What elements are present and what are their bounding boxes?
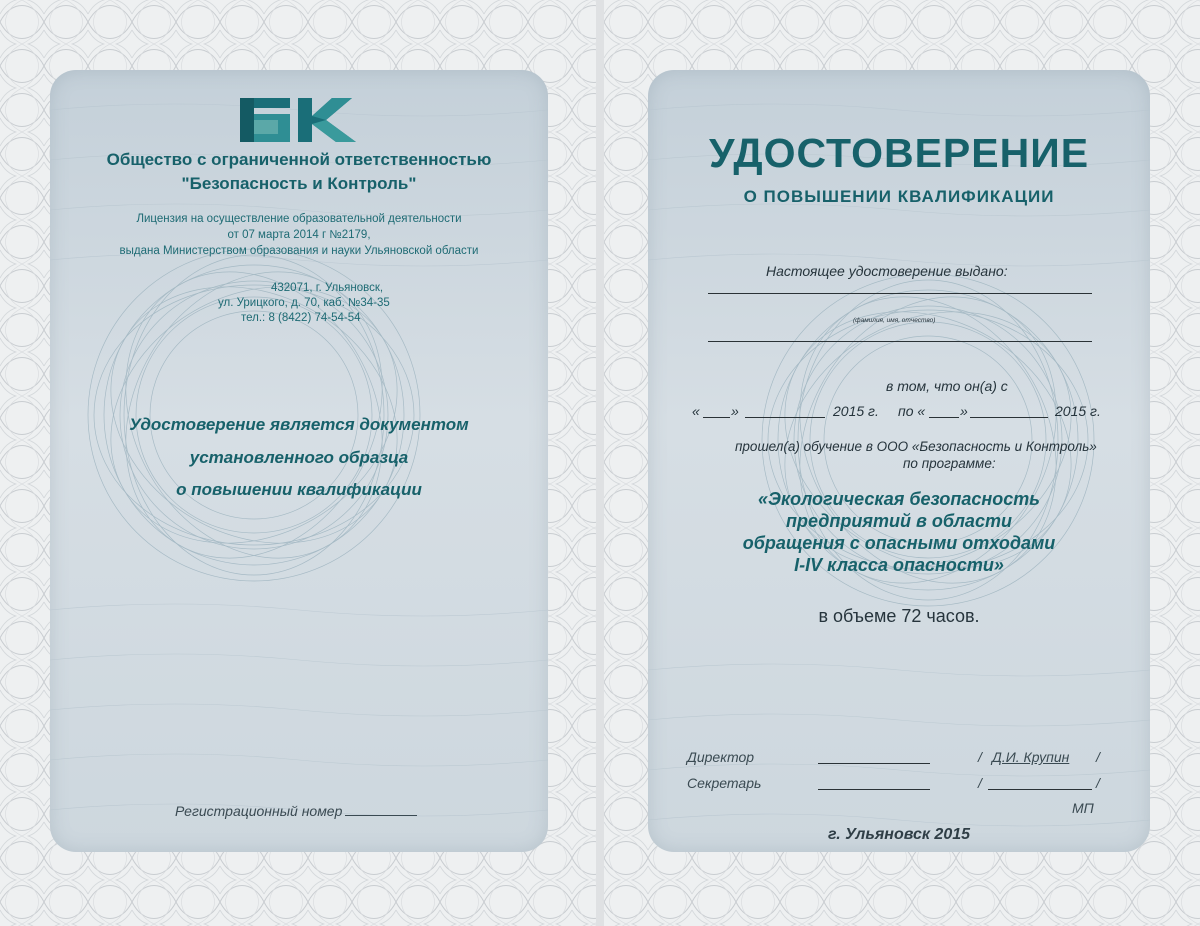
registration-blank[interactable] xyxy=(345,803,417,816)
program-line3: обращения с опасными отходами xyxy=(742,533,1056,553)
period-prefix: в том, что он(а) с xyxy=(886,378,1008,394)
license-line3: выдана Министерством образования и науки Ульяновской области xyxy=(119,245,479,257)
secretary-label: Секретарь xyxy=(687,775,762,791)
page-title: УДОСТОВЕРЕНИЕ xyxy=(708,130,1090,176)
director-name: Д.И. Крупин xyxy=(992,749,1070,765)
left-page xyxy=(0,0,596,926)
left-panel xyxy=(50,70,548,852)
address-line2: ул. Урицкого, д. 70, каб. №34-35 xyxy=(218,297,390,309)
secretary-signature-line[interactable] xyxy=(818,789,930,790)
cert-note-line2: установленного образца xyxy=(189,448,409,467)
date-to-prefix: по « xyxy=(898,403,926,419)
director-signature-line[interactable] xyxy=(818,763,930,764)
registration-label: Регистрационный номер xyxy=(175,803,343,819)
program-line1: «Экологическая безопасность xyxy=(758,489,1040,509)
director-slash-close: / xyxy=(1096,749,1100,765)
director-label: Директор xyxy=(687,749,755,765)
right-panel xyxy=(648,70,1150,852)
training-line: прошел(а) обучение в ООО «Безопасность и Контроль» xyxy=(735,439,1097,454)
date-from-year: 2015 г. xyxy=(833,403,879,419)
cert-note-line3: о повышении квалификации xyxy=(176,480,422,499)
registration-number xyxy=(175,803,417,819)
date-to-year: 2015 г. xyxy=(1055,403,1101,419)
date-to-close-quote: » xyxy=(960,403,968,419)
date-from-day-field[interactable] xyxy=(703,417,730,418)
date-from-month-field[interactable] xyxy=(745,417,825,418)
secretary-slash-close: / xyxy=(1096,775,1100,791)
date-from-open-quote: « xyxy=(692,403,700,419)
date-to-day-field[interactable] xyxy=(929,417,959,418)
program-line4: I-IV класса опасности» xyxy=(794,555,1004,575)
license-line1: Лицензия на осуществление образовательной деятельности xyxy=(136,213,462,225)
director-slash-open: / xyxy=(978,749,982,765)
issued-to-label: Настоящее удостоверение выдано: xyxy=(766,263,1008,279)
by-program-label: по программе: xyxy=(903,456,996,471)
org-name-line2: "Безопасность и Контроль" xyxy=(181,174,417,193)
name-field-line2[interactable] xyxy=(708,341,1092,342)
course-volume: в объеме 72 часов. xyxy=(818,606,980,626)
secretary-slash-open: / xyxy=(978,775,982,791)
license-line2: от 07 марта 2014 г №2179, xyxy=(227,229,371,241)
address-line1: 432071, г. Ульяновск, xyxy=(271,282,384,294)
address-line3: тел.: 8 (8422) 74-54-54 xyxy=(241,312,361,324)
page-subtitle: О ПОВЫШЕНИИ КВАЛИФИКАЦИИ xyxy=(743,187,1055,206)
cert-note-line1: Удостоверение является документом xyxy=(129,415,469,434)
program-line2: предприятий в области xyxy=(786,511,1012,531)
name-hint: (фамилия, имя, отчество) xyxy=(853,317,936,324)
date-from-close-quote: » xyxy=(731,403,739,419)
city-year: г. Ульяновск 2015 xyxy=(827,826,971,843)
book-fold xyxy=(596,0,604,926)
stamp-place: МП xyxy=(1072,800,1094,816)
org-name-line1: Общество с ограниченной ответственностью xyxy=(106,150,492,169)
date-to-month-field[interactable] xyxy=(970,417,1048,418)
bk-logo xyxy=(240,98,358,142)
name-field-line1[interactable] xyxy=(708,293,1092,294)
secretary-name-line[interactable] xyxy=(988,789,1092,790)
right-page xyxy=(604,0,1200,926)
